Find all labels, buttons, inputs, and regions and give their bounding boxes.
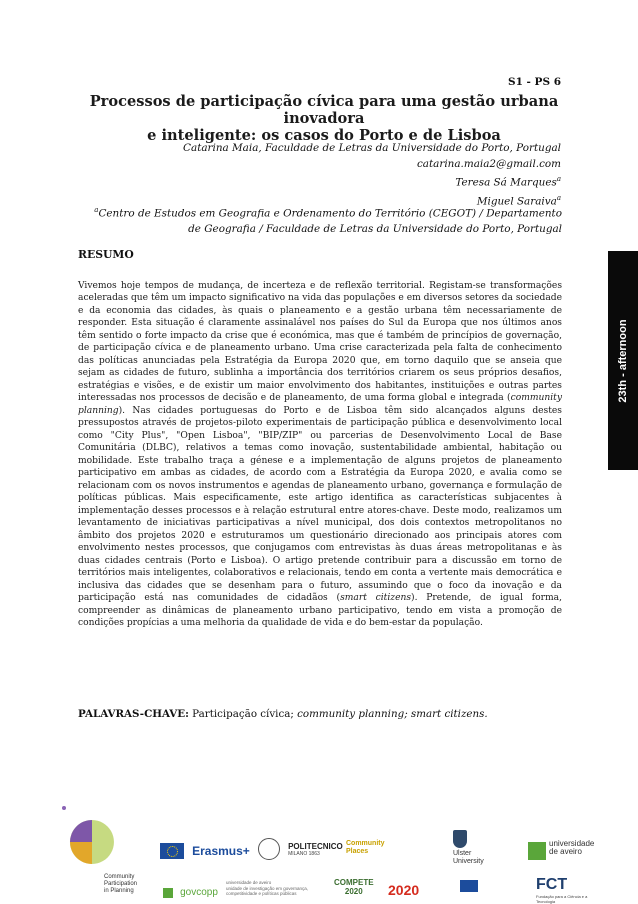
conference-logo (58, 800, 138, 900)
ulster-crest-icon (453, 830, 467, 848)
compete-logo: COMPETE 2020 (334, 878, 374, 896)
conference-logo-line-3: in Planning (104, 888, 134, 894)
keywords: PALAVRAS-CHAVE: Participação cívica; community planning; smart citizens. (78, 708, 488, 720)
community-places-logo: Community Places (346, 840, 385, 855)
paper-title (80, 93, 568, 144)
author-1: Catarina Maia, Faculdade de Letras da Universidade do Porto, Portugal (183, 142, 561, 154)
side-session-tab: 23th - afternoon (608, 251, 638, 470)
fct-logo: FCT Fundação para a Ciência e a Tecnologia (536, 876, 588, 904)
conference-logo-line-1: Community (104, 874, 135, 880)
title-line-1: Processos de participação cívica para uma gestão urbana inovadora (89, 93, 559, 127)
politecnico-seal-icon (258, 838, 280, 860)
govcopp-description: universidade de aveiro unidade de investigação em governança, competitividade e políticas públicas (226, 880, 309, 896)
title-line-2: e inteligente: os casos do Porto e de Lisboa (147, 127, 501, 144)
author-2: Teresa Sá Marques$^a$ (455, 175, 561, 189)
eu-funds-logo (460, 880, 478, 892)
aveiro-mark-icon (528, 842, 546, 860)
author-email: catarina.maia2@gmail.com (416, 157, 561, 170)
author-3: Miguel Saraiva$^a$ (476, 193, 561, 208)
erasmus-logo: Erasmus+ (160, 840, 250, 859)
politecnico-logo: POLITECNICO MILANO 1863 (258, 838, 343, 860)
affiliation-line-2: de Geografia / Faculdade de Letras da Universidade do Porto, Portugal (188, 222, 562, 235)
eu-flag-small-icon (460, 880, 478, 892)
govcopp-logo: govcopp (163, 882, 218, 901)
govcopp-mark-icon (163, 888, 173, 898)
conference-logo-line-2: Participation (104, 881, 138, 887)
eu-flag-icon (160, 843, 184, 859)
portugal2020-logo: 2020 (388, 882, 420, 898)
abstract-body: Vivemos hoje tempos de mudança, de incerteza e de reflexão territorial. Registam-se transformações aceleradas que têm um impacto significativo na vida das populações e em diversos setores da sociedade e da economia das cidades, às quais o planeamento e a gestão urbana têm necessariamente de responder. Esta situação é claramente assinalável nos países do Sul da Europa que nos últimos anos têm sentido o forte impacto da crise que é económica, mas que é também de princípios de governação, de participação cívica e de planeamento urbano. Uma crise caracterizada pela falta de conhecimento das políticas anunciadas pela Estratégia da Europa 2020 que, em torno daquilo que se anseia que sejam as cidades de futuro, sublinha a importância dos territórios criarem os seus próprios desafios, estratégias e visões, e de existir um maior envolvimento dos habitantes, instituições e outras partes interessadas nos processos de decisão e de planeamento, de uma forma global e integrada (community planning). Nas cidades portuguesas do Porto e de Lisboa têm sido alcançados alguns destes pressupostos através de projetos-piloto experimentais de participação pública e desenvolvimento local como "City Plus", "Open Lisboa", "BIP/ZIP" ou parcerias de Desenvolvimento Local de Base Comunitária (DLBC), relativos a temas como inovação, sustentabilidade ambiental, habitação ou mobilidade. Este trabalho traça a génese e a implementação de alguns projetos de planeamento participativo em ambas as cidades, de acordo com a Estratégia da Europa 2020, e avalia como se relacionam com os novos instrumentos e agendas de planeamento urbano, governança e formulação de políticas públicas. Mais especificamente, este artigo identifica as características subjacentes à implementação desses processos e à relação estrutural entre atores-chave. Deste modo, realizamos um levantamento de iniciativas participativas a nível municipal, dos dois contextos metropolitanos no âmbito dos projetos 2020 e estruturamos um questionário direcionado aos principais atores com envolvimento nestes processos, que conjugamos com entrevistas às duas áreas metropolitanas e às duas cidades centrais (Porto e Lisboa). O artigo pretende contribuir para a discussão em torno de territórios mais inteligentes, colaborativos e relacionais, tendo em conta a vertente mais democrática e inclusiva das cidades que se desenham para o futuro, assumindo que o foco da inovação e da participação está nas comunidades de cidadãos (smart citizens). Pretende, de igual forma, compreender as dinâmicas de planeamento urbano participativo, tendo em vista a promoção de condições propícias a uma melhoria da qualidade de vida e do bem-estar da população. (78, 281, 562, 629)
resumo-heading: RESUMO (78, 248, 134, 261)
session-code: S1 - PS 6 (508, 76, 561, 88)
ulster-logo: Ulster University (453, 830, 484, 866)
keywords-label: PALAVRAS-CHAVE: (78, 708, 189, 720)
sponsor-logos (58, 800, 604, 902)
authors-block (183, 141, 561, 210)
affiliation (78, 203, 562, 237)
affiliation-line-1: $^a$Centro de Estudos em Geografia e Ordenamento do Território (CEGOT) / Departamento (94, 206, 562, 220)
aveiro-logo: universidade de aveiro (528, 840, 546, 860)
